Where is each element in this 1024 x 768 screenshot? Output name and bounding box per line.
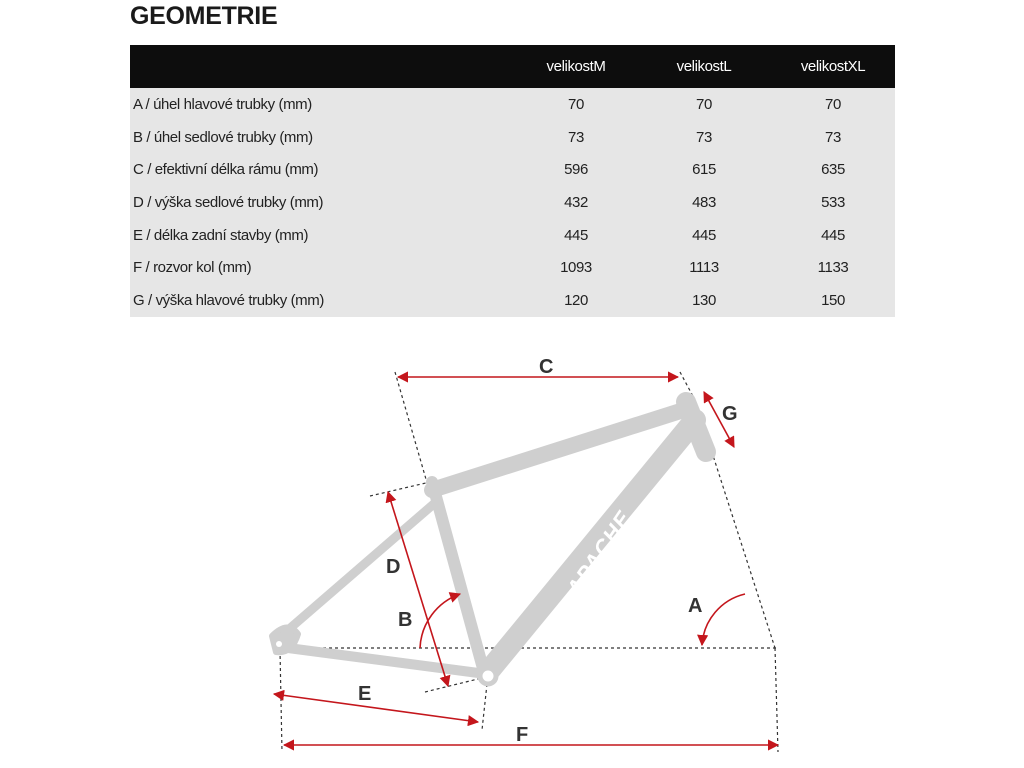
angle-arc-a (702, 594, 745, 645)
guide-d-top (370, 482, 430, 496)
label-g: G (722, 403, 738, 425)
guide-head-axis (708, 440, 775, 648)
cell-value: 70 (696, 95, 712, 113)
label-f: F (516, 724, 529, 746)
guide-c-right (680, 372, 695, 400)
cell-value: 73 (696, 128, 712, 146)
row-label: F / rozvor kol (mm) (133, 259, 252, 277)
head-tube (686, 402, 706, 452)
table-row (130, 153, 895, 186)
guide-c-left (395, 372, 432, 500)
guide-d-bottom (425, 678, 482, 692)
row-label: A / úhel hlavové trubky (mm) (133, 95, 312, 113)
table-header-row (130, 45, 895, 88)
dimension-g (704, 392, 734, 447)
cell-value: 445 (692, 226, 716, 244)
table-row (130, 88, 895, 121)
bottom-bracket (480, 668, 496, 684)
cell-value: 445 (564, 226, 588, 244)
cell-value: 70 (568, 95, 584, 113)
cell-value: 73 (825, 128, 841, 146)
label-e: E (358, 683, 372, 705)
guide-e-right (482, 684, 487, 730)
dimension-lines (274, 377, 778, 745)
cell-value: 635 (821, 161, 845, 179)
label-b: B (398, 609, 413, 631)
guide-lines (275, 372, 778, 752)
header-size-l: velikostL (676, 58, 732, 75)
guide-f-left (280, 650, 282, 752)
rear-axle (276, 641, 282, 647)
rear-dropout (272, 627, 298, 652)
cell-value: 1133 (817, 259, 849, 277)
table-row (130, 219, 895, 252)
cell-value: 596 (564, 161, 588, 179)
label-a: A (688, 595, 703, 617)
page-title: GEOMETRIE (130, 2, 278, 30)
cell-value: 130 (692, 291, 716, 309)
cell-value: 73 (568, 128, 584, 146)
brand-logo: APACHE (561, 506, 637, 601)
row-label: C / efektivní délka rámu (mm) (133, 161, 319, 179)
table-row (130, 121, 895, 154)
down-tube (488, 420, 695, 672)
cell-value: 445 (821, 226, 845, 244)
dimension-e (274, 694, 478, 722)
label-d: D (386, 556, 401, 578)
angle-arc-b (420, 594, 460, 648)
header-size-xl: velikostXL (800, 58, 866, 75)
cell-value: 483 (692, 193, 716, 211)
cell-value: 432 (564, 193, 588, 211)
cell-value: 120 (564, 291, 588, 309)
row-label: E / délka zadní stavby (mm) (133, 226, 309, 244)
cell-value: 615 (692, 161, 716, 179)
chain-stay (288, 648, 486, 674)
seat-stay (288, 502, 436, 630)
header-corner (130, 45, 515, 88)
cell-value: 1093 (560, 259, 592, 277)
cell-value: 1113 (689, 259, 719, 277)
cell-value: 150 (821, 291, 845, 309)
geometry-table (130, 45, 895, 317)
header-size-m: velikostM (546, 58, 606, 75)
top-tube (432, 408, 690, 490)
table-row (130, 251, 895, 284)
cell-value: 70 (825, 95, 841, 113)
row-label: G / výška hlavové trubky (mm) (133, 291, 324, 309)
guide-f-right (775, 648, 778, 752)
row-label: B / úhel sedlové trubky (mm) (133, 128, 313, 146)
cell-value: 533 (821, 193, 845, 211)
label-c: C (539, 356, 554, 378)
bike-frame (272, 402, 706, 674)
seat-tube (432, 482, 484, 672)
table-row (130, 186, 895, 219)
dimension-d (388, 492, 448, 686)
table-row (130, 284, 895, 317)
row-label: D / výška sedlové trubky (mm) (133, 193, 324, 211)
